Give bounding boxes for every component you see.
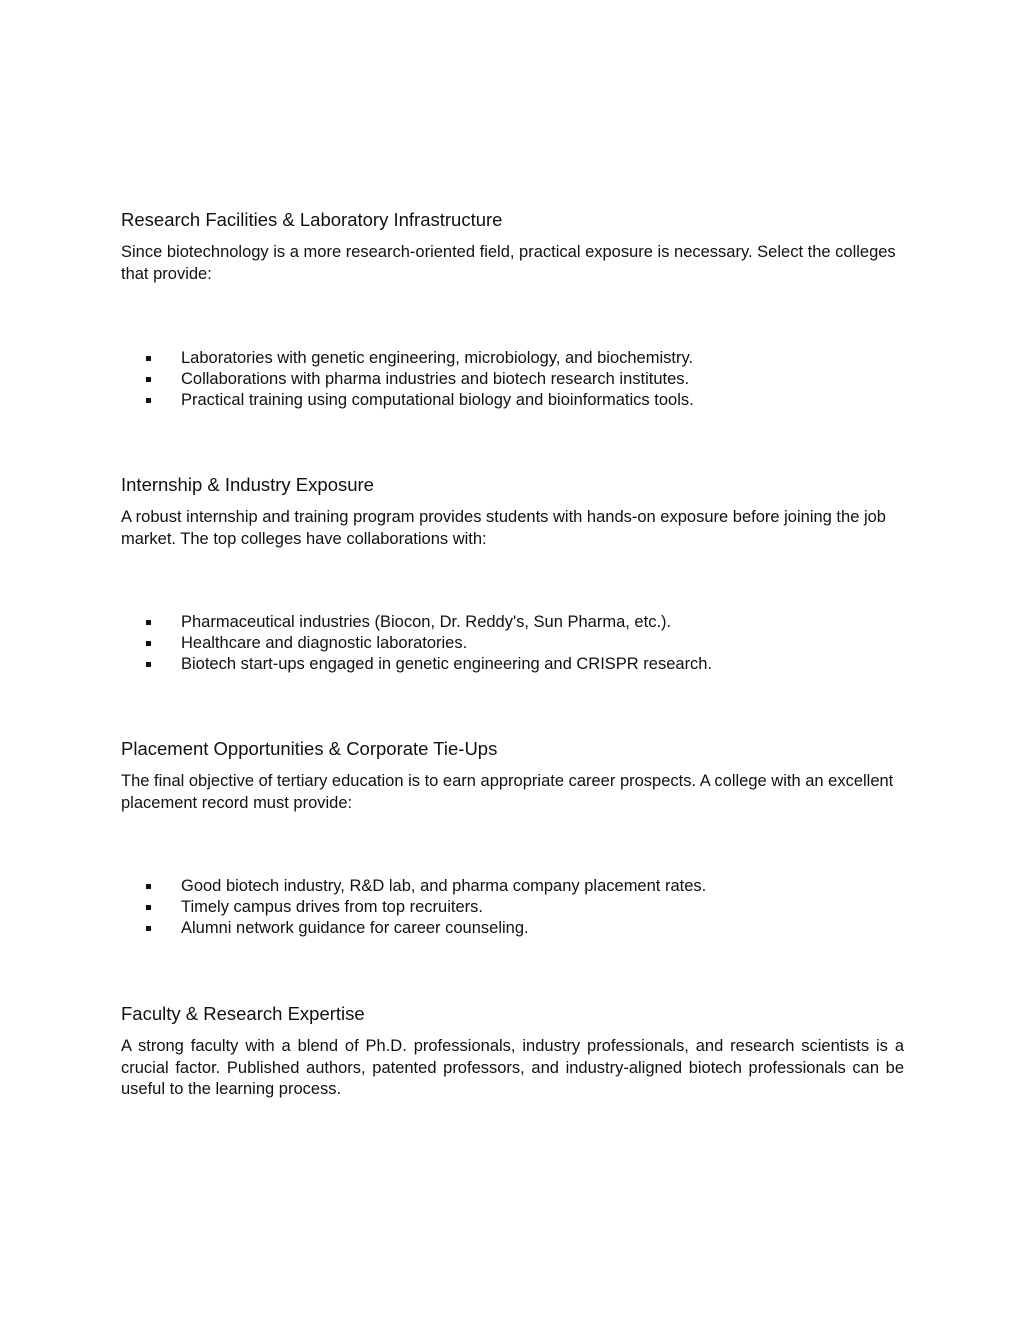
bullet-list (121, 348, 904, 412)
list-item (121, 369, 904, 390)
section-internship (121, 473, 904, 674)
list-item-text: Pharmaceutical industries (Biocon, Dr. Reddy's, Sun Pharma, etc.). (181, 613, 672, 631)
section-heading: Faculty & Research Expertise (121, 1003, 365, 1024)
bullet-icon (146, 377, 151, 382)
list-item (121, 654, 904, 675)
section-heading: Research Facilities & Laboratory Infrastructure (121, 209, 503, 230)
bullet-icon (146, 905, 151, 910)
section-placement (121, 737, 904, 938)
section-heading: Placement Opportunities & Corporate Tie-Ups (121, 738, 498, 759)
bullet-icon (146, 398, 151, 403)
list-item (121, 918, 904, 939)
list-item (121, 876, 904, 897)
bullet-icon (146, 926, 151, 931)
section-paragraph: The final objective of tertiary education is to earn appropriate career prospects. A college with an excellent placement record must provide: (121, 772, 894, 812)
section-paragraph: A robust internship and training program provides students with hands-on exposure before joining the job market. The top colleges have collaborations with: (121, 508, 886, 548)
list-item (121, 390, 904, 411)
list-item-text: Collaborations with pharma industries and biotech research institutes. (181, 370, 690, 389)
list-item (121, 897, 904, 918)
bullet-list (121, 876, 904, 940)
list-item-text: Laboratories with genetic engineering, microbiology, and biochemistry. (181, 349, 694, 367)
list-item (121, 633, 904, 654)
bullet-icon (146, 620, 151, 625)
list-item-text: Good biotech industry, R&D lab, and pharma company placement rates. (181, 877, 707, 895)
bullet-icon (146, 641, 151, 646)
section-paragraph: A strong faculty with a blend of Ph.D. professionals, industry professionals, and research scientists is a crucial factor. Published authors, patented professors, and industry-aligned biotech professionals can be useful to the learning process. (121, 1037, 904, 1098)
bullet-icon (146, 662, 151, 667)
section-research-facilities (121, 208, 904, 410)
section-heading: Internship & Industry Exposure (121, 474, 374, 495)
list-item (121, 348, 904, 369)
list-item-text: Timely campus drives from top recruiters. (181, 898, 483, 917)
list-item-text: Biotech start-ups engaged in genetic engineering and CRISPR research. (181, 655, 713, 674)
list-item (121, 612, 904, 633)
list-item-text: Alumni network guidance for career counseling. (181, 919, 529, 938)
bullet-list (121, 612, 904, 676)
bullet-icon (146, 884, 151, 889)
list-item-text: Healthcare and diagnostic laboratories. (181, 634, 468, 653)
section-faculty (121, 1002, 904, 1101)
section-paragraph: Since biotechnology is a more research-oriented field, practical exposure is necessary. Select the colleges that provide: (121, 243, 896, 283)
bullet-icon (146, 356, 151, 361)
list-item-text: Practical training using computational biology and bioinformatics tools. (181, 391, 694, 410)
